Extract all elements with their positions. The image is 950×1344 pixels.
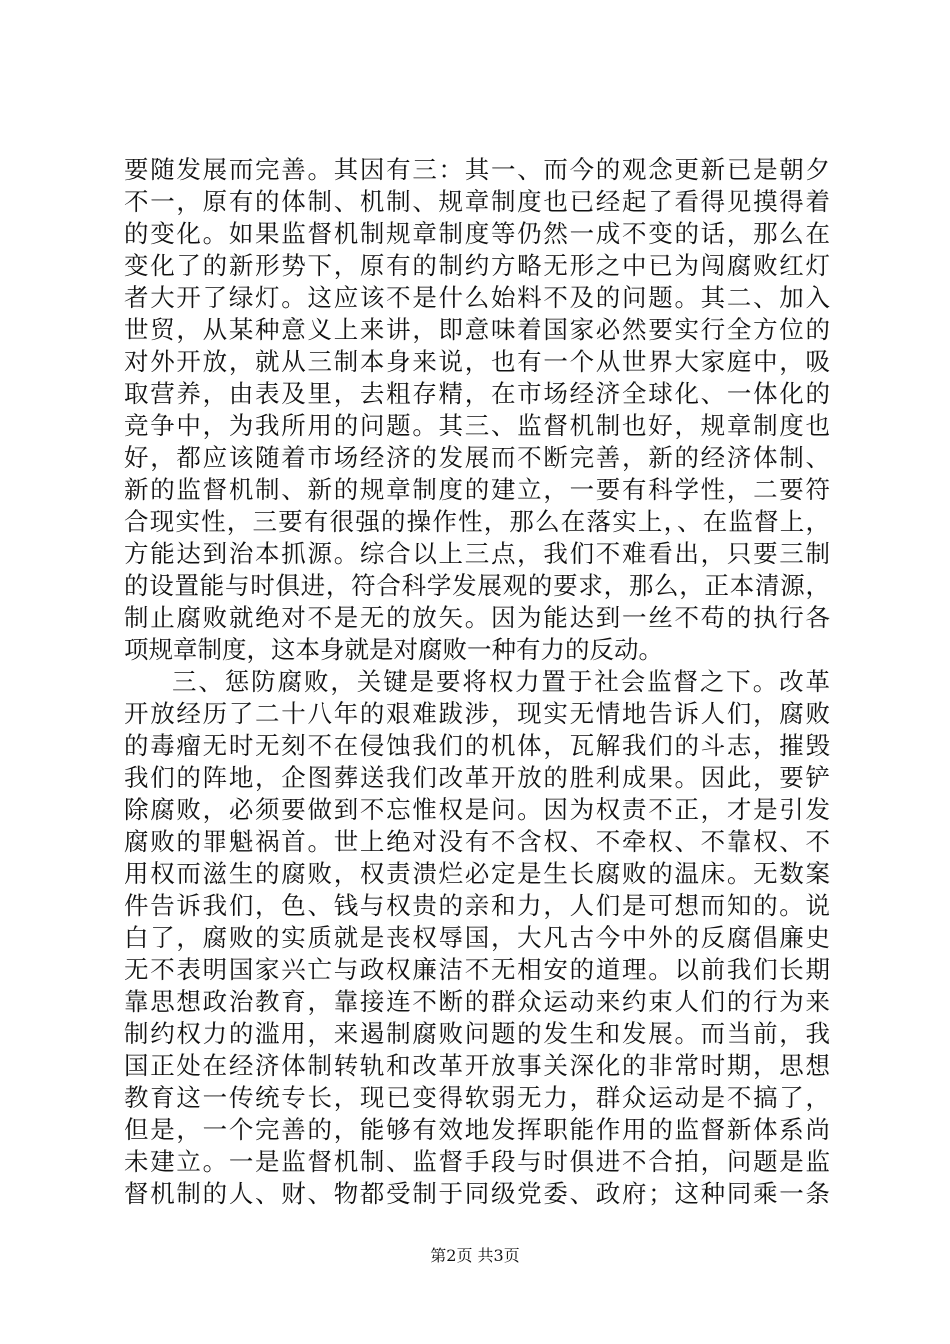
text-line: 除腐败，必须要做到不忘惟权是问。因为权责不正，才是引发 xyxy=(124,795,830,824)
page-footer: 第2页 共3页 xyxy=(430,1246,520,1265)
text-line: 项规章制度，这本身就是对腐败一种有力的反动。 xyxy=(124,635,663,664)
text-line: 的设置能与时俱进，符合科学发展观的要求，那么，正本清源， xyxy=(124,571,830,600)
text-line: 白了，腐败的实质就是丧权辱国，大凡古今中外的反腐倡廉史 xyxy=(124,923,830,952)
text-line: 世贸，从某种意义上来讲，即意味着国家必然要实行全方位的 xyxy=(124,315,830,344)
text-line: 方能达到治本抓源。综合以上三点，我们不难看出，只要三制 xyxy=(124,539,830,568)
text-line: 要随发展而完善。其因有三：其一、而今的观念更新已是朝夕 xyxy=(124,155,830,184)
text-line: 不一，原有的体制、机制、规章制度也已经起了看得见摸得着 xyxy=(124,187,830,216)
text-line: 腐败的罪魁祸首。世上绝对没有不含权、不牵权、不靠权、不 xyxy=(124,827,830,856)
text-line: 制止腐败就绝对不是无的放矢。因为能达到一丝不苟的执行各 xyxy=(124,603,830,632)
text-line: 无不表明国家兴亡与政权廉洁不无相安的道理。以前我们长期 xyxy=(124,955,830,984)
text-line: 制约权力的滥用，来遏制腐败问题的发生和发展。而当前，我 xyxy=(124,1019,830,1048)
text-line: 未建立。一是监督机制、监督手段与时俱进不合拍，问题是监 xyxy=(124,1147,830,1176)
text-line: 三、惩防腐败，关键是要将权力置于社会监督之下。改革 xyxy=(172,667,830,696)
text-line: 开放经历了二十八年的艰难跋涉，现实无情地告诉人们，腐败 xyxy=(124,699,830,728)
text-line: 教育这一传统专长，现已变得软弱无力，群众运动是不搞了， xyxy=(124,1083,830,1112)
text-line: 国正处在经济体制转轨和改革开放事关深化的非常时期，思想 xyxy=(124,1051,830,1080)
text-line: 件告诉我们，色、钱与权贵的亲和力，人们是可想而知的。说 xyxy=(124,891,830,920)
text-line: 靠思想政治教育，靠接连不断的群众运动来约束人们的行为来 xyxy=(124,987,830,1016)
text-line: 的毒瘤无时无刻不在侵蚀我们的机体，瓦解我们的斗志，摧毁 xyxy=(124,731,830,760)
text-line: 用权而滋生的腐败，权责溃烂必定是生长腐败的温床。无数案 xyxy=(124,859,830,888)
text-line: 督机制的人、财、物都受制于同级党委、政府；这种同乘一条 xyxy=(124,1179,830,1208)
text-line: 新的监督机制、新的规章制度的建立，一要有科学性，二要符 xyxy=(124,475,830,504)
text-line: 变化了的新形势下，原有的制约方略无形之中已为闯腐败红灯 xyxy=(124,251,830,280)
body-text xyxy=(124,154,830,1210)
text-line: 但是，一个完善的，能够有效地发挥职能作用的监督新体系尚 xyxy=(124,1115,830,1144)
text-line: 取营养，由表及里，去粗存精，在市场经济全球化、一体化的 xyxy=(124,379,830,408)
text-line: 竞争中，为我所用的问题。其三、监督机制也好，规章制度也 xyxy=(124,411,830,440)
text-line: 我们的阵地，企图葬送我们改革开放的胜利成果。因此，要铲 xyxy=(124,763,830,792)
text-line: 好，都应该随着市场经济的发展而不断完善，新的经济体制、 xyxy=(124,443,830,472)
text-line: 合现实性，三要有很强的操作性，那么在落实上，、在监督上， xyxy=(124,507,830,536)
text-line: 的变化。如果监督机制规章制度等仍然一成不变的话，那么在 xyxy=(124,219,830,248)
text-line: 对外开放，就从三制本身来说，也有一个从世界大家庭中，吸 xyxy=(124,347,830,376)
text-line: 者大开了绿灯。这应该不是什么始料不及的问题。其二、加入 xyxy=(124,283,830,312)
